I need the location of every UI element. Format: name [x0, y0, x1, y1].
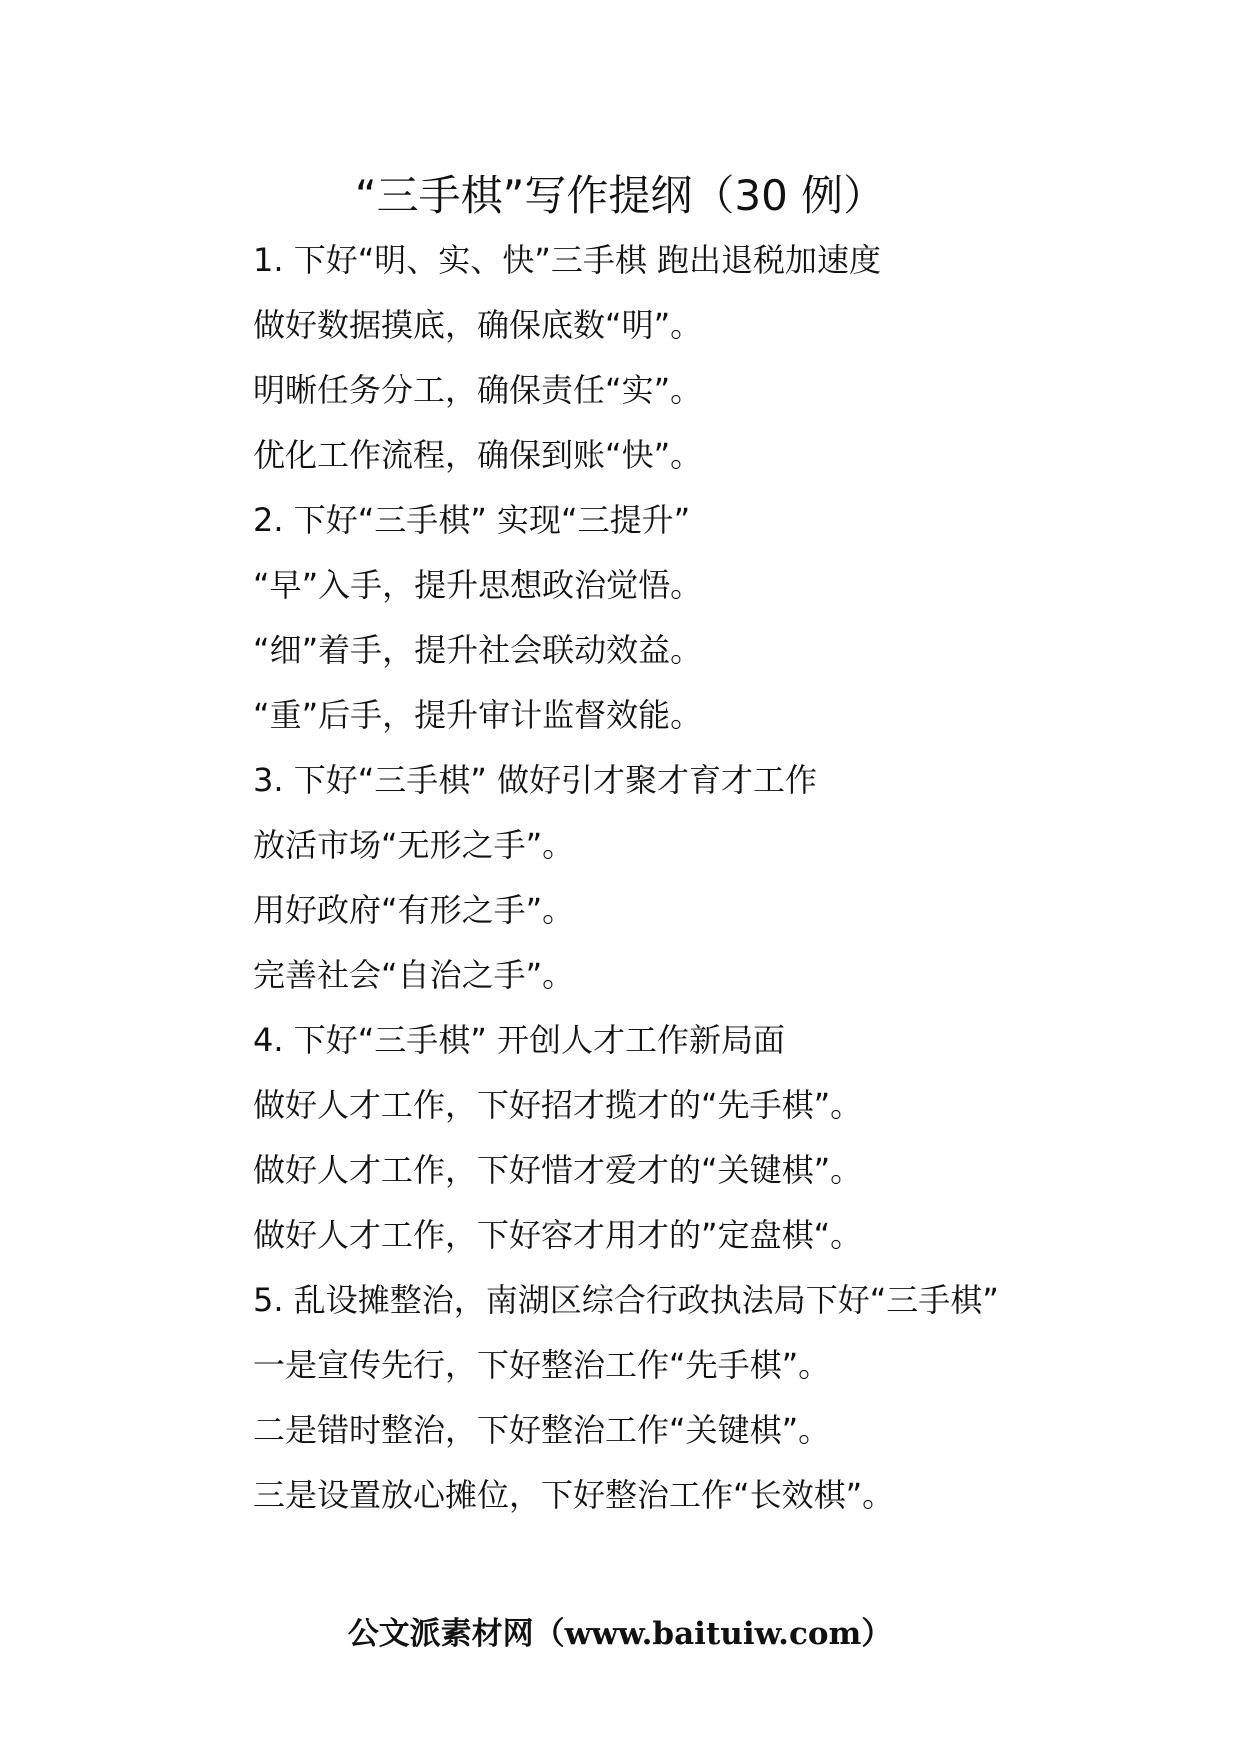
heading-3: 3. 下好“三手棋” 做好引才聚才育才工作	[253, 761, 818, 799]
paragraph-line: 放活市场“无形之手”。	[253, 826, 575, 864]
paragraph-line: 做好数据摸底，确保底数“明”。	[253, 306, 703, 344]
heading-4: 4. 下好“三手棋” 开创人才工作新局面	[253, 1021, 786, 1059]
heading-2: 2. 下好“三手棋” 实现“三提升”	[253, 501, 691, 539]
paragraph-line: 二是错时整治，下好整治工作“关键棋”。	[253, 1411, 831, 1449]
document-body	[185, 228, 1065, 1528]
paragraph-line: 做好人才工作，下好容才用才的”定盘棋“。	[253, 1216, 863, 1254]
paragraph-line: 做好人才工作，下好惜才爱才的“关键棋”。	[253, 1151, 863, 1189]
paragraph-line: 明晰任务分工，确保责任“实”。	[253, 371, 703, 409]
paragraph-line: “早”入手，提升思想政治觉悟。	[253, 566, 703, 604]
heading-1: 1. 下好“明、实、快”三手棋 跑出退税加速度	[253, 241, 882, 279]
source-footer: 公文派素材网（www.baituiw.com）	[347, 1616, 893, 1652]
paragraph-line: “细”着手，提升社会联动效益。	[253, 631, 703, 669]
heading-5: 5. 乱设摊整治，南湖区综合行政执法局下好“三手棋”	[253, 1281, 999, 1319]
paragraph-line: 做好人才工作，下好招才揽才的“先手棋”。	[253, 1086, 863, 1124]
paragraph-line: 优化工作流程，确保到账“快”。	[253, 436, 703, 474]
paragraph-line: 三是设置放心摊位，下好整治工作“长效棋”。	[253, 1476, 895, 1514]
paragraph-line: 完善社会“自治之手”。	[253, 956, 575, 994]
document-title: “三手棋”写作提纲（30 例）	[354, 171, 886, 220]
paragraph-line: 用好政府“有形之手”。	[253, 891, 575, 929]
paragraph-line: 一是宣传先行，下好整治工作“先手棋”。	[253, 1346, 831, 1384]
paragraph-line: “重”后手，提升审计监督效能。	[253, 696, 703, 734]
